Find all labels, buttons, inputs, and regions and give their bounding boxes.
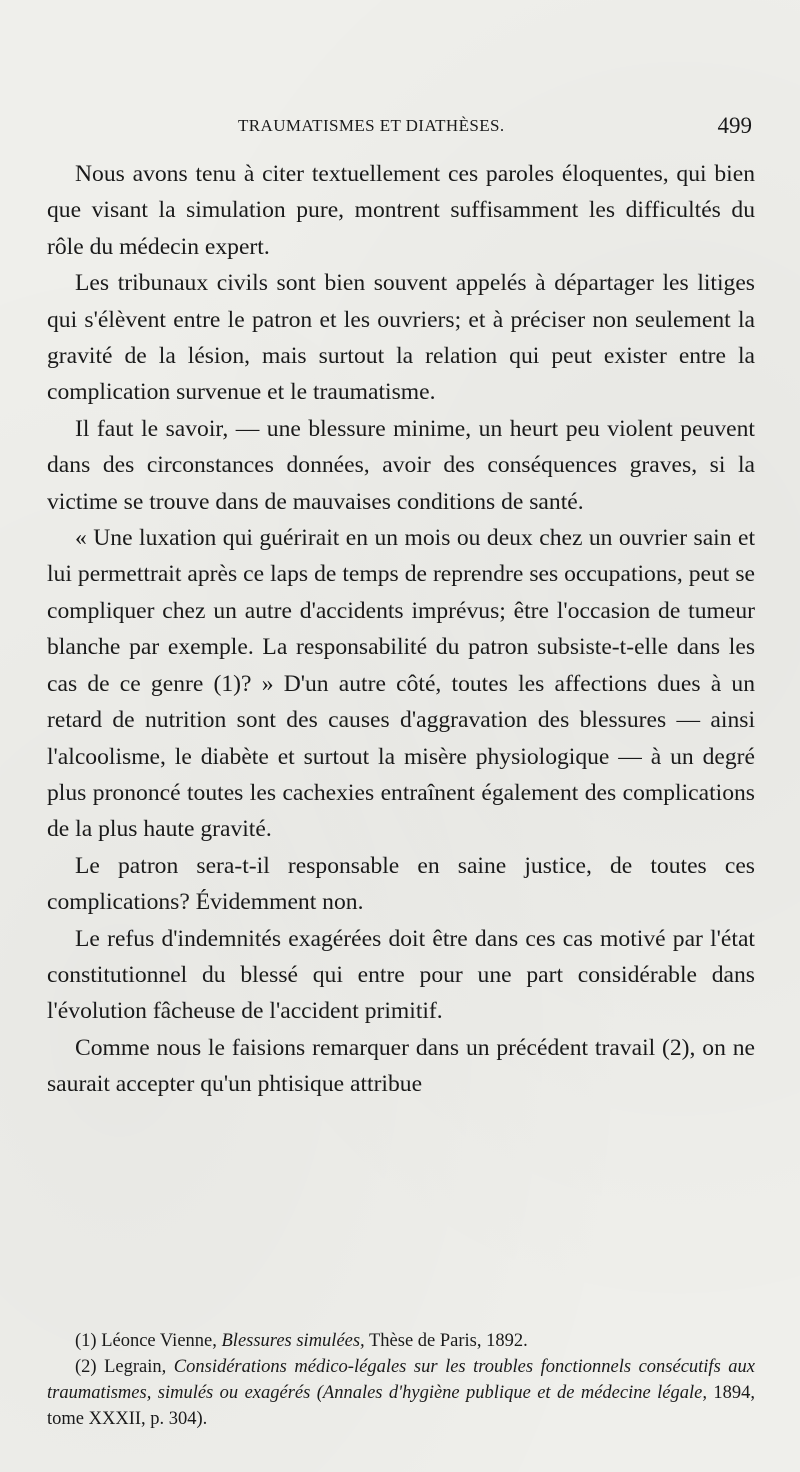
body-text: [47, 156, 755, 1103]
paragraph: Le patron sera-t-il responsable en saine justice, de toutes ces complications? Évidemment non.: [47, 852, 755, 916]
footnote-rest: Thèse de Paris, 1892.: [368, 1331, 528, 1351]
paragraph: « Une luxation qui guérirait en un mois ou deux chez un ouvrier sain et lui permettrait après ce laps de temps de reprendre ses occupations, peut se compliquer chez un autre d'accidents imprévus; être l'occasion de tumeur blanche par exemple. La responsabilité du patron subsiste-t-elle dans les cas de ce genre (1)? » D'un autre côté, toutes les affections dues à un retard de nutrition sont des causes d'aggravation des blessures — ainsi l'alcoolisme, le diabète et surtout la misère physiologique — à un degré plus prononcé toutes les cachexies entraînent également des complications de la plus haute gravité.: [47, 525, 755, 843]
footnote-author: Léonce Vienne,: [101, 1331, 217, 1351]
footnote-title: Considérations médico-légales sur les troubles fonctionnels consécutifs aux traumatismes, simulés ou exagérés (Annales d'hygiène publique et de médecine légale,: [47, 1357, 756, 1403]
page-number: 499: [717, 113, 752, 138]
paragraph: Il faut le savoir, — une blessure minime, un heurt peu violent peuvent dans des circonstances données, avoir des conséquences graves, si la victime se trouve dans de mauvaises conditions de santé.: [47, 415, 755, 515]
footnote-marker: (2): [75, 1357, 97, 1377]
footnote: [47, 1328, 755, 1354]
paragraph: Les tribunaux civils sont bien souvent appelés à départager les litiges qui s'élèvent entre le patron et les ouvriers; et à préciser non seulement la gravité de la lésion, mais surtout la relation qui peut exister entre la complication survenue et le traumatisme.: [47, 270, 755, 406]
footnote-rest: 1894, tome XXXII, p. 304).: [47, 1383, 755, 1429]
paragraph: Comme nous le faisions remarquer dans un précédent travail (2), on ne saurait accepter qu'un phtisique attribue: [47, 1034, 755, 1098]
paragraph: Nous avons tenu à citer textuellement ces paroles éloquentes, qui bien que visant la simulation pure, montrent suffisamment les difficultés du rôle du médecin expert.: [47, 161, 755, 260]
footnote-title: Blessures simulées,: [221, 1331, 365, 1351]
footnote: [47, 1354, 755, 1432]
paragraph: Le refus d'indemnités exagérées doit être dans ces cas motivé par l'état constitutionnel du blessé qui entre pour une part considérable dans l'évolution fâcheuse de l'accident primitif.: [47, 925, 755, 1025]
running-title: TRAUMATISMES ET DIATHÈSES.: [238, 116, 505, 135]
footnotes: [47, 1328, 755, 1432]
footnote-marker: (1): [75, 1331, 97, 1351]
running-head: [0, 113, 800, 140]
footnote-author: Legrain,: [104, 1357, 167, 1377]
